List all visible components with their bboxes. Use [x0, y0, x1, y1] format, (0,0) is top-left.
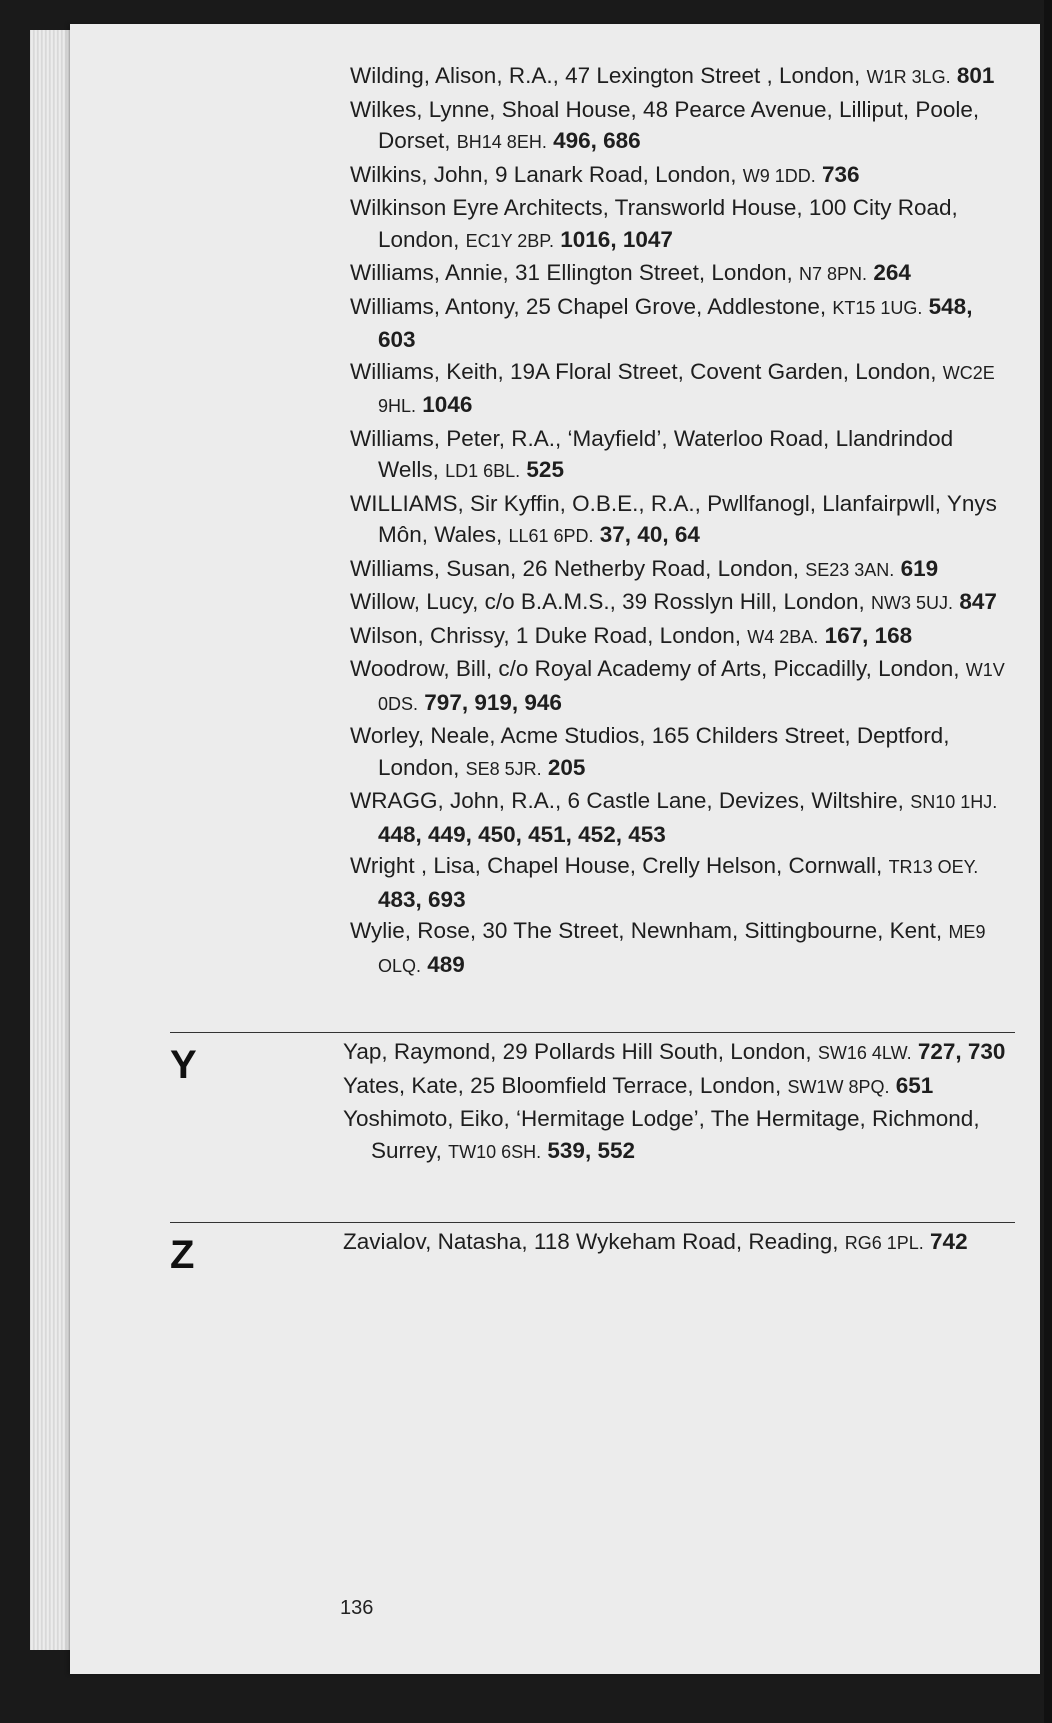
- entry-postcode: SW1W 8PQ.: [787, 1076, 890, 1097]
- entry-postcode: SE8 5JR.: [465, 758, 542, 779]
- entry-pages: 736: [822, 161, 860, 187]
- index-entry: [343, 1226, 1015, 1260]
- entry-postcode: SE23 3AN.: [805, 559, 895, 580]
- section-y: [170, 1032, 1015, 1163]
- entry-postcode: SN10 1HJ.: [910, 792, 998, 812]
- page-number: 136: [340, 1597, 374, 1619]
- entry-pages: 651: [895, 1072, 934, 1098]
- entry-pages: 727, 730: [917, 1039, 1006, 1064]
- entry-pages: 847: [959, 589, 997, 614]
- entry-pages: 539, 552: [547, 1137, 635, 1163]
- entry-pages: 801: [956, 63, 995, 88]
- index-entry: [343, 1103, 1015, 1168]
- entry-text: WRAGG, John, R.A., 6 Castle Lane, Devizes, Wiltshire,: [350, 788, 911, 813]
- entry-postcode: LL61 6PD.: [508, 526, 594, 546]
- index-entry: [350, 785, 1015, 850]
- entry-postcode: TW10 6SH.: [448, 1141, 542, 1162]
- entry-text: Williams, Antony, 25 Chapel Grove, Addlestone,: [350, 293, 833, 319]
- entry-pages: 525: [526, 457, 564, 482]
- entry-pages: 167, 168: [824, 622, 913, 648]
- entry-text: Worley, Neale, Acme Studios, 165 Childers Street, Deptford, London,: [350, 723, 950, 780]
- entry-text: Williams, Annie, 31 Ellington Street, London,: [350, 260, 800, 285]
- index-entry: [343, 1070, 1015, 1104]
- entry-pages: 496, 686: [553, 128, 641, 153]
- entry-text: Wylie, Rose, 30 The Street, Newnham, Sittingbourne, Kent,: [350, 918, 949, 943]
- entry-postcode: TR13 OEY.: [888, 857, 979, 877]
- entry-text: Williams, Peter, R.A., ‘Mayfield’, Waterloo Road, Llandrindod Wells,: [350, 425, 954, 482]
- section-w-list: [350, 60, 1015, 982]
- entry-pages: 548, 603: [378, 293, 973, 352]
- entry-postcode: W4 2BA.: [747, 626, 819, 647]
- entry-pages: 1046: [422, 392, 473, 417]
- entry-pages: 37, 40, 64: [599, 522, 700, 547]
- entry-text: Zavialov, Natasha, 118 Wykeham Road, Reading,: [343, 1229, 845, 1254]
- entry-pages: 205: [547, 754, 586, 780]
- index-entry: [350, 192, 1015, 257]
- entry-text: Wilson, Chrissy, 1 Duke Road, London,: [350, 622, 748, 648]
- entry-text: Williams, Susan, 26 Netherby Road, London,: [350, 555, 806, 581]
- entry-postcode: W1R 3LG.: [866, 67, 951, 87]
- index-entry: [350, 586, 1015, 620]
- index-entry: [350, 423, 1015, 488]
- index-entry: [350, 553, 1015, 587]
- index-entry: [350, 291, 1015, 356]
- section-letter-y: Y: [170, 1043, 197, 1087]
- entry-text: Yap, Raymond, 29 Pollards Hill South, London,: [343, 1039, 818, 1064]
- entry-text: Yoshimoto, Eiko, ‘Hermitage Lodge’, The Hermitage, Richmond, Surrey,: [343, 1106, 980, 1163]
- entry-pages: 742: [930, 1229, 968, 1254]
- entry-text: Wright , Lisa, Chapel House, Crelly Helson, Cornwall,: [350, 853, 889, 878]
- entry-postcode: W9 1DD.: [742, 165, 816, 186]
- index-entry: [343, 1036, 1015, 1070]
- index-entry: [350, 159, 1015, 193]
- section-z-list: [343, 1226, 1015, 1260]
- index-entry: [350, 488, 1015, 553]
- entry-postcode: BH14 8EH.: [456, 132, 547, 152]
- entry-text: Wilding, Alison, R.A., 47 Lexington Street , London,: [350, 63, 867, 88]
- entry-pages: 483, 693: [378, 886, 466, 912]
- entry-postcode: N7 8PN.: [799, 264, 868, 284]
- entry-postcode: ME9 OLQ.: [378, 922, 986, 976]
- entry-postcode: LD1 6BL.: [445, 461, 521, 481]
- entry-pages: 619: [900, 555, 939, 581]
- section-y-list: [343, 1036, 1015, 1168]
- entry-text: Yates, Kate, 25 Bloomfield Terrace, London,: [343, 1072, 788, 1098]
- section-z: [170, 1222, 1015, 1277]
- entry-text: Wilkins, John, 9 Lanark Road, London,: [350, 161, 743, 187]
- entry-text: Willow, Lucy, c/o B.A.M.S., 39 Rosslyn Hill, London,: [350, 589, 872, 614]
- entry-text: WILLIAMS, Sir Kyffin, O.B.E., R.A., Pwllfanogl, Llanfairpwll, Ynys Môn, Wales,: [350, 490, 997, 547]
- entry-pages: 489: [427, 951, 465, 977]
- entry-text: Wilkes, Lynne, Shoal House, 48 Pearce Avenue, Lilliput, Poole, Dorset,: [350, 96, 980, 153]
- entry-postcode: SW16 4LW.: [817, 1043, 912, 1063]
- index-entry: [350, 653, 1015, 720]
- index-entry: [350, 257, 1015, 291]
- entry-text: Williams, Keith, 19A Floral Street, Covent Garden, London,: [350, 358, 943, 384]
- page-gutter: [1044, 0, 1052, 1723]
- index-entry: [350, 720, 1015, 785]
- entry-postcode: RG6 1PL.: [844, 1233, 924, 1253]
- entry-pages: 1016, 1047: [560, 226, 673, 252]
- entry-postcode: EC1Y 2BP.: [465, 230, 554, 251]
- index-entry: [350, 356, 1015, 423]
- index-entry: [350, 620, 1015, 654]
- entry-text: Woodrow, Bill, c/o Royal Academy of Arts, Piccadilly, London,: [350, 656, 966, 681]
- entry-postcode: WC2E 9HL.: [378, 362, 995, 416]
- entry-pages: 264: [873, 260, 911, 285]
- entry-pages: 448, 449, 450, 451, 452, 453: [378, 821, 666, 847]
- index-entry: [350, 850, 1015, 915]
- entry-postcode: W1V 0DS.: [378, 660, 1005, 714]
- entry-postcode: NW3 5UJ.: [871, 593, 954, 613]
- entry-postcode: KT15 1UG.: [832, 297, 923, 318]
- section-letter-z: Z: [170, 1233, 195, 1277]
- index-entry: [350, 915, 1015, 982]
- index-entry: [350, 94, 1015, 159]
- entry-pages: 797, 919, 946: [424, 689, 562, 715]
- index-entry: [350, 60, 1015, 94]
- entry-text: Wilkinson Eyre Architects, Transworld House, 100 City Road, London,: [350, 195, 958, 252]
